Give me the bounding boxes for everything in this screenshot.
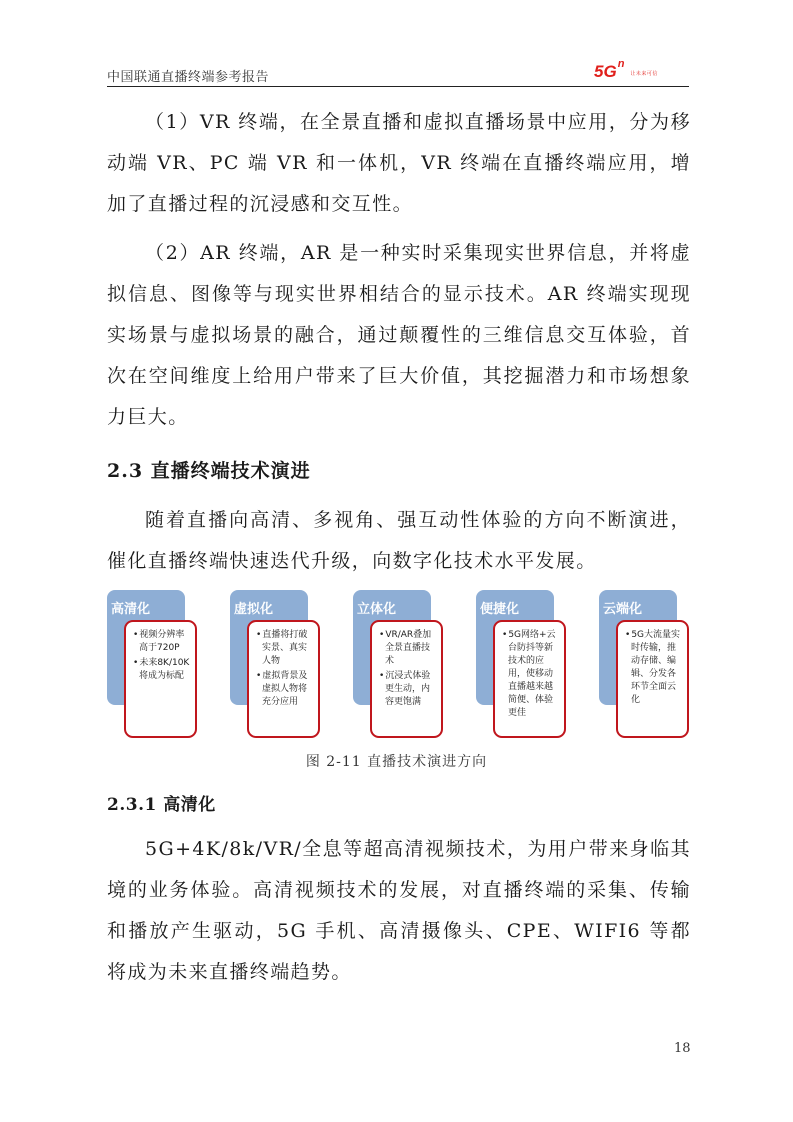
paragraph-hd: 5G+4K/8k/VR/全息等超高清视频技术，为用户带来身临其境的业务体验。高清视频技术的发展，对直播终端的采集、传输和播放产生驱动，5G 手机、高清摄像头、CPE、WIFI6 等都将成为未来直播终端趋势。 bbox=[107, 838, 691, 983]
card-bullet: • 沉浸式体验更生动，内容更饱满 bbox=[379, 670, 436, 709]
logo-slogan: 让未来可信 bbox=[630, 71, 658, 77]
card-title: 高清化 bbox=[111, 602, 151, 617]
logo-5g-text: 5G bbox=[594, 62, 617, 81]
evolution-card bbox=[599, 590, 681, 742]
card-content-box bbox=[493, 620, 566, 738]
card-title: 云端化 bbox=[603, 602, 643, 617]
unicom-5g-logo bbox=[594, 58, 658, 80]
card-bullet: • 直播将打破实景、真实人物 bbox=[256, 629, 313, 668]
card-bullet: • 视频分辨率高于720P bbox=[133, 629, 190, 655]
evolution-card bbox=[353, 590, 431, 742]
card-title: 便捷化 bbox=[480, 602, 520, 617]
figure-caption: 图 2-11 直播技术演进方向 bbox=[305, 754, 488, 770]
card-bullet: • 未来8K/10K将成为标配 bbox=[133, 657, 190, 683]
card-bullet: • 虚拟背景及虚拟人物将充分应用 bbox=[256, 670, 313, 709]
page-number: 18 bbox=[674, 1041, 691, 1056]
paragraph-evolution: 随着直播向高清、多视角、强互动性体验的方向不断演进，催化直播终端快速迭代升级，向数字化技术水平发展。 bbox=[107, 509, 691, 572]
evolution-card bbox=[476, 590, 554, 742]
card-content-box bbox=[370, 620, 443, 738]
section-heading-2-3-1: 2.3.1 高清化 bbox=[107, 795, 216, 815]
card-bullet: • 5G大流量实时传输，推动存储、编辑、分发各环节全面云化 bbox=[625, 629, 682, 707]
card-content-box bbox=[247, 620, 320, 738]
report-title: 中国联通直播终端参考报告 bbox=[107, 70, 270, 85]
card-bullet: • 5G网络+云台防抖等新技术的应用，使移动直播越来越简便、体验更佳 bbox=[502, 629, 559, 720]
card-title: 虚拟化 bbox=[234, 602, 274, 617]
evolution-card bbox=[107, 590, 190, 742]
header-divider bbox=[107, 86, 689, 87]
card-title: 立体化 bbox=[357, 602, 397, 617]
card-content-box bbox=[124, 620, 197, 738]
paragraph-ar-terminal: （2）AR 终端，AR 是一种实时采集现实世界信息，并将虚拟信息、图像等与现实世界相结合的显示技术。AR 终端实现现实场景与虚拟场景的融合，通过颠覆性的三维信息交互体验，首次在空间维度上给用户带来了巨大价值，其挖掘潜力和市场想象力巨大。 bbox=[107, 242, 691, 428]
evolution-diagram bbox=[107, 590, 693, 742]
section-heading-2-3: 2.3 直播终端技术演进 bbox=[107, 460, 311, 482]
card-bullet: • VR/AR叠加全景直播技术 bbox=[379, 629, 436, 668]
evolution-card bbox=[230, 590, 308, 742]
paragraph-vr-terminal: （1）VR 终端，在全景直播和虚拟直播场景中应用，分为移动端 VR、PC 端 VR 和一体机，VR 终端在直播终端应用，增加了直播过程的沉浸感和交互性。 bbox=[107, 111, 691, 215]
logo-superscript: n bbox=[617, 58, 625, 70]
card-content-box bbox=[616, 620, 689, 738]
